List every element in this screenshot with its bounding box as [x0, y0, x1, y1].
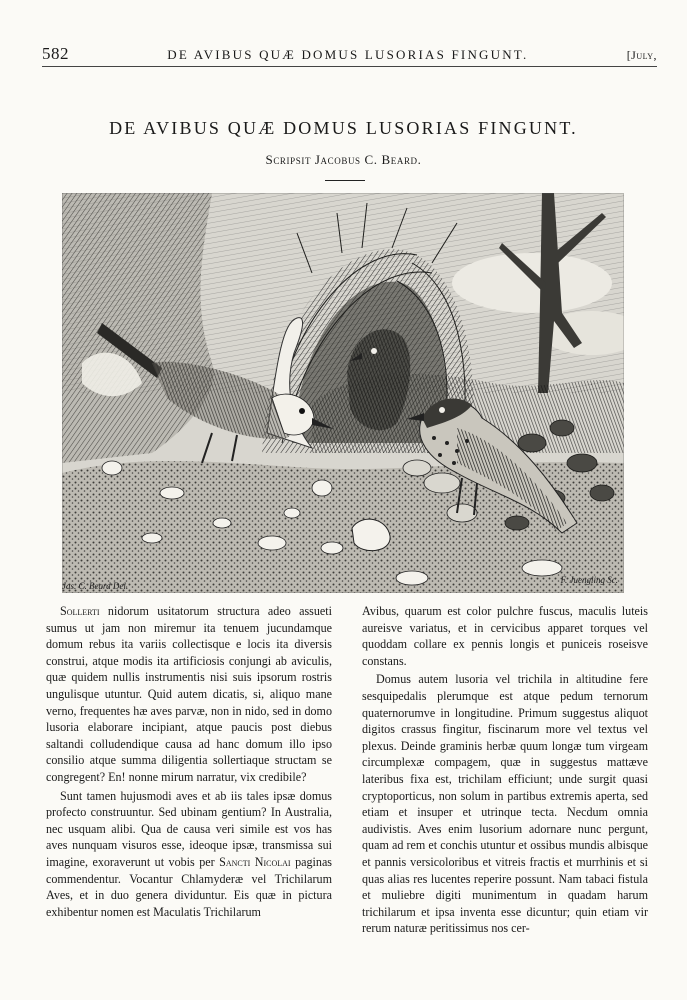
paragraph-text: paginas commendentur. Vocantur Chlamyderæ vel Trichilarum Aves, et in duo genera dividuntur. Eis quæ in pictura exhibentur nomen est Maculatis Trichilarum — [46, 854, 333, 919]
drop-lead-word: Sollerti — [60, 604, 100, 618]
running-head — [42, 44, 657, 67]
illustrator-signature: Jas. C. Beard Del. — [62, 581, 129, 591]
text-column-right — [362, 603, 648, 937]
engraving-illustration — [62, 193, 624, 593]
byline-rule — [325, 180, 365, 181]
bowerbird-engraving — [62, 193, 624, 593]
paragraph-text: Sunt tamen hujusmodi aves et ab iis tales ipsæ domus profecto construuntur. Sed ubinam gentium? In Australia, nec usquam alibi. Qua de causa veri simile est vos has aves nunquam visuros esse, ideoque ipsæ, transmissa sui imagine, exoraverunt ut vobis per — [46, 788, 332, 869]
paragraph — [46, 788, 332, 921]
paragraph: Avibus, quarum est color pulchre fuscus, maculis luteis aureisve variatus, et in cervicibus apparet torques vel quoddam collare ex pennis longis et puniceis roseisve constans. — [362, 604, 648, 668]
page-number: 582 — [42, 44, 69, 63]
paragraph — [46, 603, 332, 786]
paragraph: Domus autem lusoria vel trichila in altitudine fere sesquipedalis plerumque est atque pedum ternorum quaternorumve in longitudine. Primum suggestus aliquot digitos crassus fingitur, fiscinarum more vel textus vel plexus. Deinde graminis herbæ quum longæ tum virgeam circumplexæ compagem, quæ in suggestus mattæve lateribus fixa est, trichilam efficiunt; unde surgit quasi cryptoporticus, non solum in partibus extremis aperta, sed etiam et insuper et utrinque tecta. Necdum omnia audivistis. Aves enim lusorium adornare nunc pergunt, quam ad rem et conchis utuntur et ossibus mundis albisque et pannis versicoloribus et vitreis fractis et murrhinis et si quas alias res lucentes reperire possunt. Nam tabaci fistula et muliebre digiti munimentum in quadam harum trichilarum et ipsa inventa esse dicuntur; quin etiam vir rerum naturæ peritissimus nos cer- — [362, 672, 648, 936]
engraver-signature: F. Juengling Sc. — [560, 575, 618, 585]
text-column-left — [46, 603, 332, 920]
paragraph-text: nidorum usitatorum structura adeo assueti sumus ut jam non miremur ita tenuem jucundamque domum rebus ita variis collectisque e locis ita diversis construi, atque modis ita artificiosis conjungi ab aviculis, quæ quidem nullis instrumentis nisi suis ipsorum rostris ungulisque utuntur. Quid autem dicatis, si, aliquo mane verno, frequentes hæ aves parvæ, non in nido, sed in domo lusoria elaborare incipiant, atque paucis post diebus saltandi colludendique causa ad hanc domum illo ipso consilio atque summa diligentia sollertiaque structam se congregent? En! nonne mirum narratur, vix credibile? — [46, 604, 332, 784]
article-title: DE AVIBUS QUÆ DOMUS LUSORIAS FINGUNT. — [109, 118, 578, 138]
article-byline: Scripsit Jacobus C. Beard. — [265, 152, 422, 167]
running-title: DE AVIBUS QUÆ DOMUS LUSORIAS FINGUNT. — [167, 47, 529, 62]
running-month: [July, — [626, 48, 657, 62]
magazine-name: Sancti Nicolai — [219, 854, 291, 869]
